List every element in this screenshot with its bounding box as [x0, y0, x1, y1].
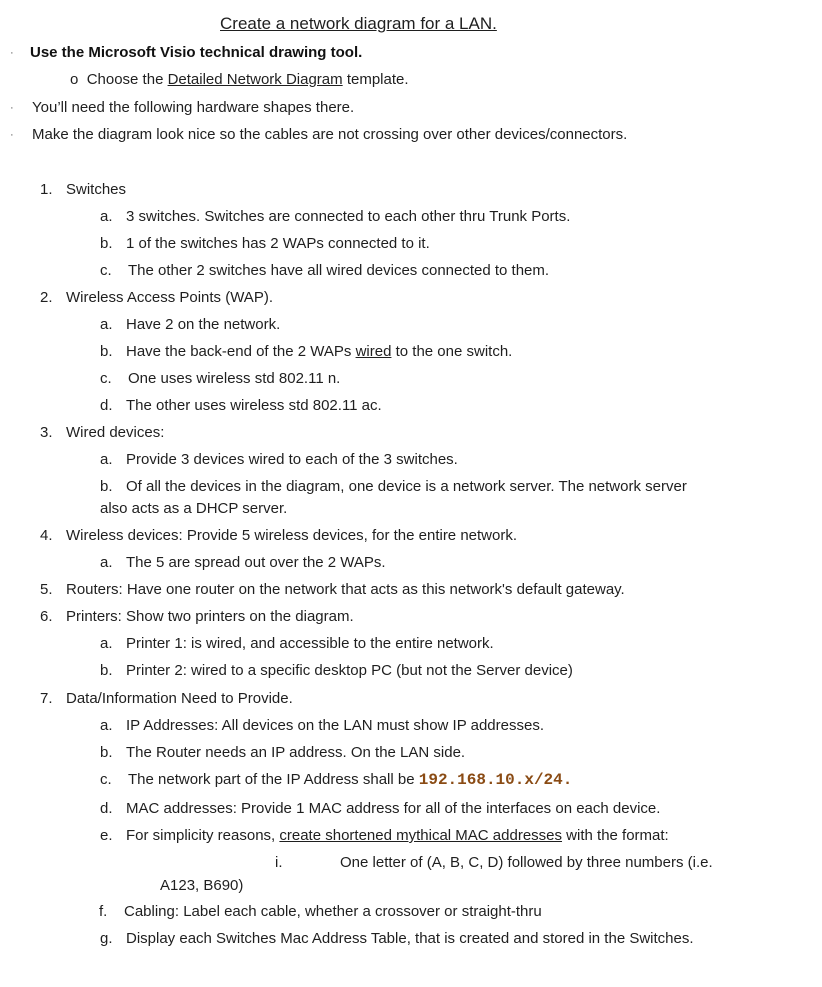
text-fragment: with the format: [562, 827, 669, 844]
text-fragment: Have the back-end of the 2 WAPs [126, 343, 356, 360]
section-data-info: Data/Information Need to Provide. [66, 690, 293, 707]
list-item [128, 771, 572, 789]
underlined-term: wired [355, 343, 392, 360]
list-item: MAC addresses: Provide 1 MAC address for all of the interfaces on each device. [126, 800, 661, 817]
list-item [126, 827, 669, 845]
document-title: Create a network diagram for a LAN. [220, 14, 497, 33]
list-letter: b. [100, 744, 113, 761]
list-item: IP Addresses: All devices on the LAN must show IP addresses. [126, 717, 545, 734]
list-item: Have 2 on the network. [126, 316, 281, 333]
list-item: Printer 1: is wired, and accessible to the entire network. [126, 635, 494, 652]
list-letter: b. [100, 343, 113, 360]
list-letter: a. [100, 635, 113, 652]
template-prefix: Choose the [86, 71, 168, 88]
list-letter: a. [100, 717, 113, 734]
list-letter: c. [100, 370, 112, 387]
section-wired-devices: Wired devices: [66, 424, 165, 441]
list-letter: b. [100, 478, 113, 495]
list-letter: g. [100, 930, 113, 947]
template-instruction [70, 71, 409, 89]
list-letter: a. [100, 208, 113, 225]
underlined-term: create shortened mythical MAC addresses [279, 827, 563, 844]
list-number: 7. [40, 690, 53, 707]
list-item: The Router needs an IP address. On the LAN side. [126, 744, 466, 761]
list-item-continuation: also acts as a DHCP server. [100, 500, 288, 517]
visio-instruction: Use the Microsoft Visio technical drawing tool. [30, 44, 363, 61]
list-item-continuation: A123, B690) [160, 877, 244, 894]
list-item: The 5 are spread out over the 2 WAPs. [126, 554, 386, 571]
template-link[interactable]: Detailed Network Diagram [167, 71, 343, 88]
ip-network-code: 192.168.10.x/24. [418, 771, 573, 789]
shapes-instruction: You’ll need the following hardware shapes there. [32, 99, 355, 116]
text-fragment: The network part of the IP Address shall be [128, 771, 419, 788]
list-letter: b. [100, 662, 113, 679]
list-item: Display each Switches Mac Address Table, that is created and stored in the Switches. [126, 930, 694, 947]
list-letter: d. [100, 397, 113, 414]
list-letter: f. [99, 903, 108, 920]
list-number: 4. [40, 527, 53, 544]
text-fragment: For simplicity reasons, [126, 827, 280, 844]
list-item: Provide 3 devices wired to each of the 3 switches. [126, 451, 458, 468]
list-letter: a. [100, 451, 113, 468]
layout-instruction: Make the diagram look nice so the cables are not crossing over other devices/connectors. [32, 126, 628, 143]
list-item [126, 343, 512, 361]
bullet-marker: · [10, 102, 14, 114]
list-item: The other uses wireless std 802.11 ac. [126, 397, 382, 414]
list-item: One letter of (A, B, C, D) followed by three numbers (i.e. [340, 854, 713, 871]
section-routers: Routers: Have one router on the network that acts as this network's default gateway. [66, 581, 625, 598]
bullet-marker: · [10, 129, 14, 141]
list-letter: d. [100, 800, 113, 817]
section-wap: Wireless Access Points (WAP). [66, 289, 273, 306]
section-wireless-devices: Wireless devices: Provide 5 wireless devices, for the entire network. [66, 527, 518, 544]
list-letter: c. [100, 771, 112, 788]
list-number: 2. [40, 289, 53, 306]
list-number: 1. [40, 181, 53, 198]
list-item: Printer 2: wired to a specific desktop PC (but not the Server device) [126, 662, 573, 679]
list-letter: b. [100, 235, 113, 252]
section-printers: Printers: Show two printers on the diagram. [66, 608, 354, 625]
text-fragment: to the one switch. [391, 343, 513, 360]
list-item: 1 of the switches has 2 WAPs connected to it. [126, 235, 430, 252]
list-letter: a. [100, 316, 113, 333]
list-item: One uses wireless std 802.11 n. [128, 370, 341, 387]
section-switches: Switches [66, 181, 127, 198]
list-letter: e. [100, 827, 113, 844]
list-item: The other 2 switches have all wired devices connected to them. [128, 262, 550, 279]
list-letter: c. [100, 262, 112, 279]
template-suffix: template. [342, 71, 409, 88]
list-number: 3. [40, 424, 53, 441]
list-letter: a. [100, 554, 113, 571]
bullet-marker: · [10, 47, 14, 59]
list-number: 6. [40, 608, 53, 625]
list-item: Of all the devices in the diagram, one device is a network server. The network server [126, 478, 687, 495]
list-item: 3 switches. Switches are connected to each other thru Trunk Ports. [126, 208, 571, 225]
sub-bullet-marker: o [70, 71, 79, 88]
roman-numeral: i. [275, 854, 283, 871]
list-item: Cabling: Label each cable, whether a crossover or straight-thru [124, 903, 542, 920]
list-number: 5. [40, 581, 53, 598]
